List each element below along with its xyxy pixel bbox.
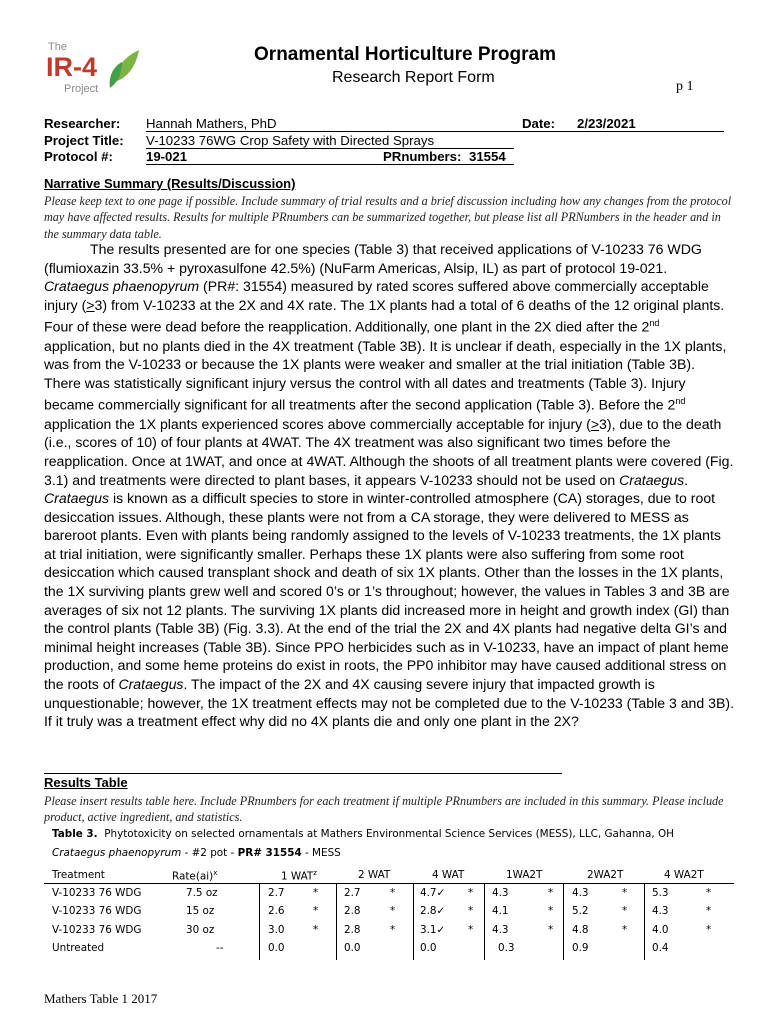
col-header-2wa2t: 2WA2T [587,869,624,881]
results-top-rule [44,773,562,774]
col-header-1wa2t: 1WA2T [506,869,543,881]
logo-main-text: IR-4 [46,52,98,82]
results-heading: Results Table [44,775,128,790]
table-caption: Table 3. Phytotoxicity on selected ornamentals at Mathers Environmental Science Services (MESS), LLC, Gahanna, OH [52,828,674,840]
project-label: Project Title: [44,133,124,148]
form-subtitle: Research Report Form [332,69,495,86]
table-header-rule [44,883,734,884]
logo-bottom-word: Project [64,83,99,95]
researcher-rule [146,131,724,132]
protocol-rule [146,164,514,165]
project-value: V-10233 76WG Crop Safety with Directed Sprays [146,133,435,148]
col-header-4wat: 4 WAT [432,869,465,881]
protocol-label: Protocol #: [44,149,113,164]
results-instructions: Please insert results table here. Include PRnumbers for each treatment if multiple PRnumbers are included in this summary. Please include product, active ingredient, and statistics. [44,794,724,825]
program-title: Ornamental Horticulture Program [254,44,556,65]
prnumbers-label: PRnumbers: [383,149,462,164]
table-species-line: Crataegus phaenopyrum - #2 pot - PR# 31554 - MESS [52,847,341,859]
col-header-treatment: Treatment [52,869,105,881]
col-header-1wat: 1 WAT$^z$ [281,869,317,883]
col-header-4wa2t: 4 WA2T [664,869,704,881]
narrative-text: The results presented are for one species (Table 3) that received applications of V-10233 76 WDG (flumioxazin 33.5% + pyroxasulfone 42.5%) (NuFarm Americas, Alsip, IL) as part of protocol 19-021. Crataegus phaenopyrum (PR#: 31554) measured by rated scores suffered above commercially acceptable injury (>3) from V-10233 at the 2X and 4X rate. The 1X plants had a total of 6 deaths of the 12 original plants. Four of these were dead before the reapplication. Additionally, one plant in the 2X died after the 2nd application, but no plants died in the 4X treatment (Table 3B). It is unclear if death, especially in the 1X plants, was from the V-10233 or because the 1X plants were weaker and smaller at the trial initiation (Table 3B). There was statistically significant injury versus the control with all dates and treatments (Table 3). Injury became commercially significant for all treatments after the second application (Table 3). Before the 2nd application the 1X plants experienced scores above commercially acceptable for injury (>3), due to the death (i.e., scores of 10) of four plants at 4WAT. The 4X treatment was also significant two times before the reapplication. Once at 1WAT, and once at 4WAT. Although the shoots of all treatment plants were covered (Fig. 3.1) and treatments were directed to plant bases, it appears V-10233 should not be used on Crataegus. Crataegus is known as a difficult species to store in winter-controlled atmosphere (CA) storages, due to root desiccation issues. Although, these plants were not from a CA storage, they were delivered to MESS as bareroot plants. Even with plants being randomly assigned to the levels of V-10233 treatments, the 1X plants at trial initiation, were significantly smaller. Perhaps these 1X plants were also suffering from some root desiccation which caused transplant shock and death of six 1X plants. Other than the losses in the 1X plants, the 1X surviving plants grew well and scored 0’s or 1’s throughout; however, the values in Tables 3 and 3B are averages of six not 12 plants. The surviving 1X plants did increased more in height and growth index (GI) than the control plants (Table 3B) (Fig. 3.3). At the end of the trial the 2X and 4X plants had negative delta GI’s and minimal height increases (Table 3B). Since PPO herbicides such as in V-10233, have an impact of plant heme production, and some heme proteins do exist in roots, the PP0 inhibitor may have caused additional stress on the roots of Crataegus. The impact of the 2X and 4X causing severe injury that impacted growth is unquestionable; however, the 1X treatment effects may not be completed due to the V-10233 (Table 3 and 3B). If it truly was a treatment effect why did no 4X plants die and only one plant in the 2X? [44,241,735,730]
date-label: Date: [522,116,555,131]
col-header-rate: Rate(ai)$^x$ [172,869,218,883]
researcher-value: Hannah Mathers, PhD [146,116,277,131]
col-header-2wat: 2 WAT [358,869,391,881]
logo-top-word: The [48,41,67,53]
prnumbers-value: 31554 [469,149,506,164]
narrative-instructions: Please keep text to one page if possible. Include summary of trial results and a brief discussion including how any changes from the protocol may have affected results. Results for multiple PRnumbers can be summarized together, but please list all PRNumbers in the header and in the summary data table. [44,194,732,241]
researcher-label: Researcher: [44,116,121,131]
protocol-value: 19-021 [146,149,188,164]
date-value: 2/23/2021 [577,116,636,131]
narrative-heading: Narrative Summary (Results/Discussion) [44,176,296,191]
page-number: p 1 [676,79,694,94]
footer-text: Mathers Table 1 2017 [44,991,158,1006]
